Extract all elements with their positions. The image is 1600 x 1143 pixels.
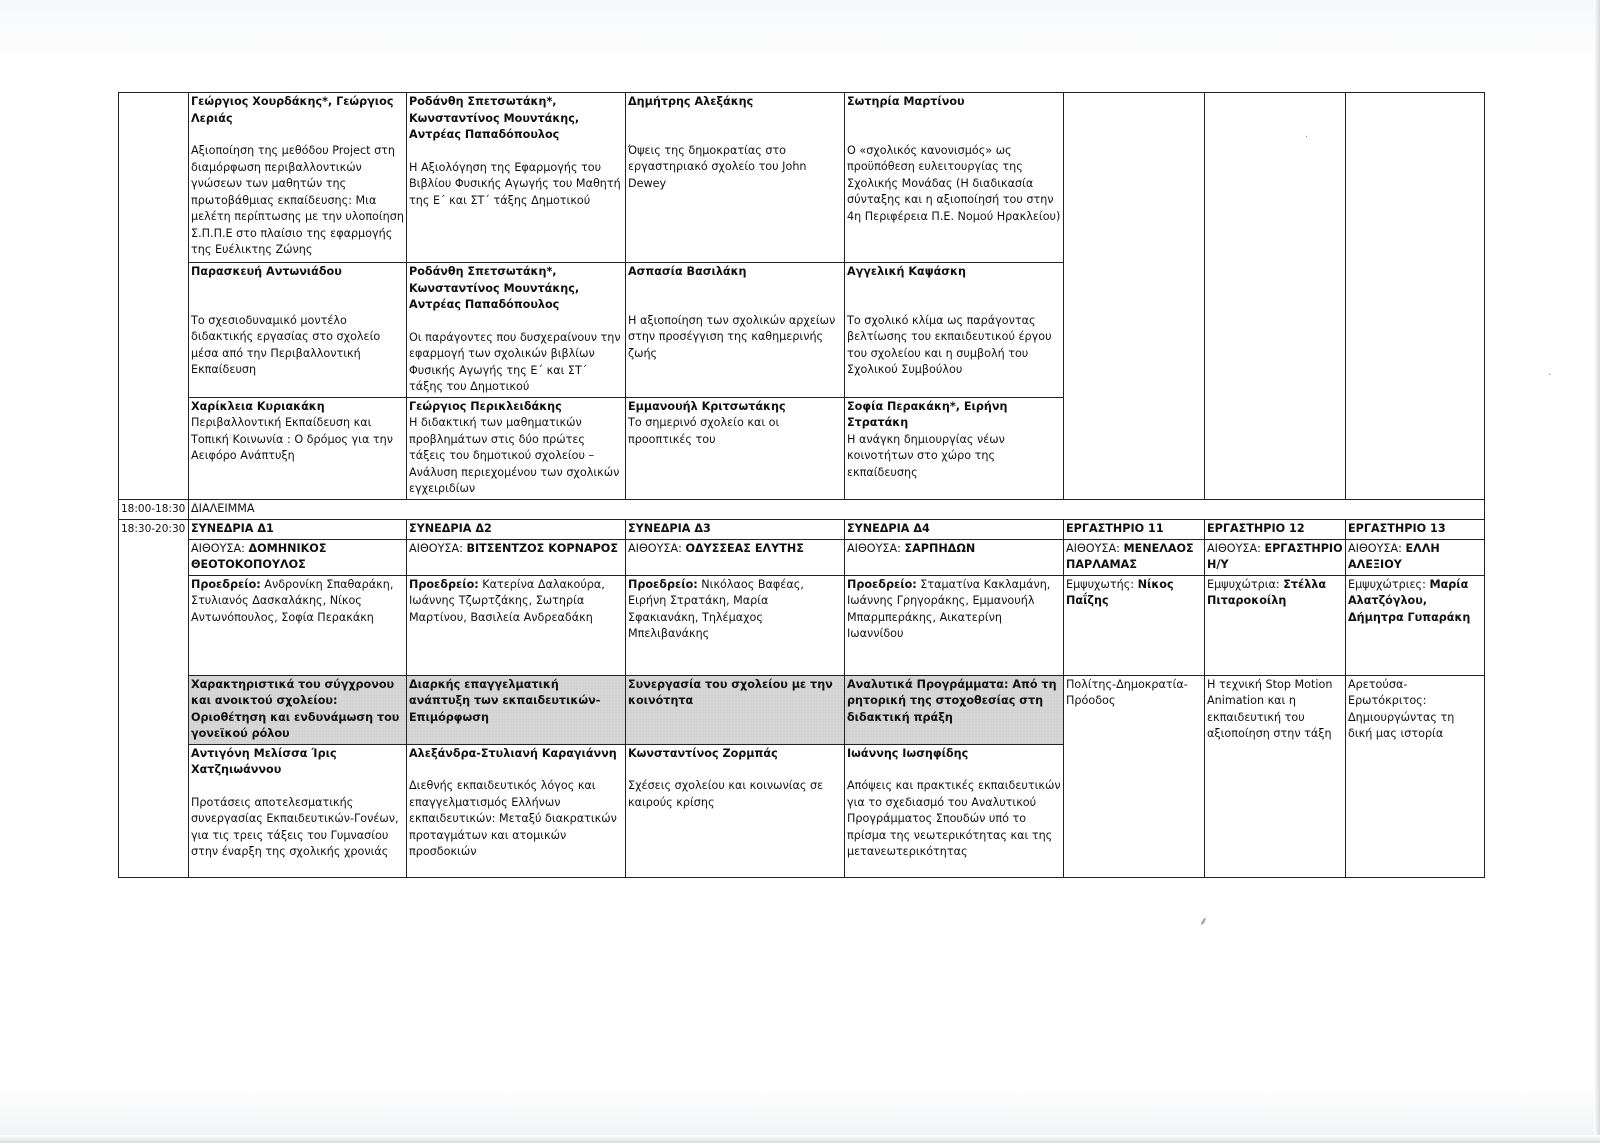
room-name: ΟΔΥΣΣΕΑΣ ΕΛΥΤΗΣ bbox=[685, 541, 804, 555]
scan-speck: ⸙ bbox=[1199, 914, 1209, 928]
animator-label: Εμψυχωτής: bbox=[1066, 577, 1135, 591]
room-cell bbox=[1205, 539, 1346, 575]
session-theme: Διαρκής επαγγελματική ανάπτυξη των εκπαιδευτικών-Επιμόρφωση bbox=[407, 675, 626, 744]
chair-row bbox=[119, 575, 1485, 675]
chair-names: Κατερίνα Δαλακούρα, Ιωάννης Τζωρτζάκης, Σωτηρία Μαρτίνου, Βασιλεία Ανδρεαδάκη bbox=[409, 577, 605, 624]
chair-label: Προεδρείο: bbox=[409, 577, 479, 591]
session-header: ΣΥΝΕΔΡΙΑ Δ4 bbox=[845, 519, 1064, 539]
paper-title: Η διδακτική των μαθηματικών προβλημάτων στις δύο πρώτες τάξεις του δημοτικού σχολείου – Ανάλυση περιεχομένου των σχολικών εγχειριδίων bbox=[409, 416, 620, 495]
break-label: ΔΙΑΛΕΙΜΜΑ bbox=[189, 499, 1485, 519]
room-name: ΜΕΝΕΛΑΟΣ ΠΑΡΛΑΜΑΣ bbox=[1066, 541, 1194, 571]
animator-names: Στέλλα Πιταροκοίλη bbox=[1207, 577, 1327, 607]
workshop-title: Η τεχνική Stop Motion Animation και η εκπαιδευτική του αξιοποίηση στην τάξη bbox=[1205, 675, 1346, 877]
paper-title: Ο «σχολικός κανονισμός» ως προϋπόθεση ευλειτουργίας της Σχολικής Μονάδας (Η διαδικασία σύνταξης και η αξιοποίησή του στην 4η Περιφέρεια Π.Ε. Νομού Ηρακλείου) bbox=[847, 143, 1061, 223]
room-label: ΑΙΘΟΥΣΑ: bbox=[628, 541, 682, 555]
animator-cell bbox=[1205, 575, 1346, 675]
room-cell bbox=[1064, 539, 1205, 575]
session-theme: Συνεργασία του σχολείου με την κοινότητα bbox=[626, 675, 845, 744]
chair-names: Σταματίνα Κακλαμάνη, Ιωάννης Γρηγοράκης, Εμμανουήλ Μπαρμπεράκης, Αικατερίνη Ιωαννίδου bbox=[847, 577, 1051, 640]
paper-cell bbox=[626, 397, 845, 499]
chair-names: Νικόλαος Βαφέας, Ειρήνη Στρατάκη, Μαρία Σφακιανάκη, Τηλέμαχος Μπελιβανάκης bbox=[628, 577, 804, 640]
paper-cell bbox=[189, 263, 407, 398]
scan-speck: · bbox=[1305, 132, 1309, 143]
paper-cell bbox=[189, 93, 407, 263]
room-label: ΑΙΘΟΥΣΑ: bbox=[1066, 541, 1120, 555]
workshop-title: Πολίτης-Δημοκρατία-Πρόοδος bbox=[1064, 675, 1205, 877]
paper-cell bbox=[845, 263, 1064, 398]
schedule-table bbox=[118, 92, 1485, 878]
table-row bbox=[119, 93, 1485, 263]
paper-title: Οι παράγοντες που δυσχεραίνουν την εφαρμογή των σχολικών βιβλίων Φυσικής Αγωγής της Ε΄ και ΣΤ΄ τάξης του Δημοτικού bbox=[409, 330, 621, 393]
paper-authors: Αλεξάνδρα-Στυλιανή Καραγιάννη bbox=[409, 746, 617, 760]
room-name: ΕΛΛΗ ΑΛΕΞΙΟΥ bbox=[1348, 541, 1440, 571]
paper-title: Το σημερινό σχολείο και οι προοπτικές του bbox=[628, 416, 780, 446]
chair-names: Ανδρονίκη Σπαθαράκη, Στυλιανός Δασκαλάκης, Νίκος Αντωνόπουλος, Σοφία Περακάκη bbox=[191, 577, 394, 624]
paper-authors: Ροδάνθη Σπετσωτάκη*, Κωνσταντίνος Μουντάκης, Αντρέας Παπαδόπουλος bbox=[409, 265, 580, 311]
room-name: ΔΟΜΗΝΙΚΟΣ ΘΕΟΤΟΚΟΠΟΥΛΟΣ bbox=[191, 541, 327, 571]
chair-cell bbox=[189, 575, 407, 675]
theme-row bbox=[119, 675, 1485, 744]
room-label: ΑΙΘΟΥΣΑ: bbox=[409, 541, 463, 555]
paper-authors: Αντιγόνη Μελίσσα Ίρις Χατζηιωάννου bbox=[191, 746, 337, 776]
page-edge-shadow bbox=[1594, 0, 1600, 1143]
room-cell bbox=[626, 539, 845, 575]
paper-authors: Ιωάννης Ιωσηφίδης bbox=[847, 746, 969, 760]
chair-cell bbox=[626, 575, 845, 675]
session-theme: Χαρακτηριστικά του σύγχρονου και ανοικτού σχολείου: Οριοθέτηση και ενδυνάμωση του γονεϊκού ρόλου bbox=[189, 675, 407, 744]
empty-cell bbox=[1346, 93, 1485, 500]
paper-title: Η αξιοποίηση των σχολικών αρχείων στην προσέγγιση της καθημερινής ζωής bbox=[628, 313, 836, 360]
paper-title: Όψεις της δημοκρατίας στο εργαστηριακό σχολείο του John Dewey bbox=[628, 143, 807, 190]
paper-cell bbox=[407, 397, 626, 499]
room-label: ΑΙΘΟΥΣΑ: bbox=[191, 541, 245, 555]
animator-label: Εμψυχώτριες: bbox=[1348, 577, 1426, 591]
paper-title: Η Αξιολόγηση της Εφαρμογής του Βιβλίου Φυσικής Αγωγής του Μαθητή της Ε΄ και ΣΤ΄ τάξης Δημοτικού bbox=[409, 160, 621, 207]
room-cell bbox=[189, 539, 407, 575]
paper-title: Αξιοποίηση της μεθόδου Project στη διαμόρφωση περιβαλλοντικών γνώσεων των μαθητών της πρωτοβάθμιας εκπαίδευσης: Μια μελέτη περίπτωσης με την υλοποίηση Σ.Π.Π.Ε στο πλαίσιο της εφαρμογής της Ευέλικτης Ζώνης bbox=[191, 144, 404, 256]
paper-authors: Σωτηρία Μαρτίνου bbox=[847, 95, 965, 108]
paper-cell bbox=[845, 744, 1064, 877]
paper-authors: Χαρίκλεια Κυριακάκη bbox=[191, 399, 325, 413]
room-name: ΒΙΤΣΕΝΤΖΟΣ ΚΟΡΝΑΡΟΣ bbox=[466, 541, 618, 555]
paper-cell bbox=[189, 397, 407, 499]
paper-cell bbox=[407, 93, 626, 263]
animator-cell bbox=[1064, 575, 1205, 675]
session-header: ΣΥΝΕΔΡΙΑ Δ2 bbox=[407, 519, 626, 539]
paper-cell bbox=[845, 93, 1064, 263]
paper-title: Η ανάγκη δημιουργίας νέων κοινοτήτων στο χώρο της εκπαίδευσης bbox=[847, 432, 1005, 479]
paper-authors: Εμμανουήλ Κριτσωτάκης bbox=[628, 399, 786, 413]
paper-cell bbox=[626, 93, 845, 263]
paper-authors: Αγγελική Καψάσκη bbox=[847, 265, 966, 278]
paper-authors: Δημήτρης Αλεξάκης bbox=[628, 95, 754, 108]
room-label: ΑΙΘΟΥΣΑ: bbox=[847, 541, 901, 555]
session-time: 18:30-20:30 bbox=[119, 519, 189, 877]
time-cell-empty bbox=[119, 93, 189, 500]
paper-title: Το σχεσιοδυναμικό μοντέλο διδακτικής εργασίας στο σχολείο μέσα από την Περιβαλλοντική Εκπαίδευση bbox=[191, 313, 381, 376]
scan-speck: · bbox=[1548, 370, 1552, 381]
paper-cell bbox=[626, 744, 845, 877]
paper-authors: Γεώργιος Περικλειδάκης bbox=[409, 399, 562, 413]
paper-title: Σχέσεις σχολείου και κοινωνίας σε καιρούς κρίσης bbox=[628, 779, 824, 809]
paper-title: Περιβαλλοντική Εκπαίδευση και Τοπική Κοινωνία : Ο δρόμος για την Αειφόρο Ανάπτυξη bbox=[191, 416, 393, 462]
chair-label: Προεδρείο: bbox=[628, 577, 698, 591]
paper-title: Το σχολικό κλίμα ως παράγοντας βελτίωσης του εκπαιδευτικού έργου του σχολείου και η συμβολή του Σχολικού Συμβούλου bbox=[847, 313, 1052, 376]
chair-cell bbox=[407, 575, 626, 675]
room-cell bbox=[845, 539, 1064, 575]
animator-label: Εμψυχώτρια: bbox=[1207, 577, 1280, 591]
animator-cell bbox=[1346, 575, 1485, 675]
room-name: ΕΡΓΑΣΤΗΡΙΟ Η/Υ bbox=[1207, 541, 1343, 571]
paper-authors: Κωνσταντίνος Ζορμπάς bbox=[628, 746, 778, 760]
session-header: ΣΥΝΕΔΡΙΑ Δ3 bbox=[626, 519, 845, 539]
workshop-header: ΕΡΓΑΣΤΗΡΙΟ 13 bbox=[1346, 519, 1485, 539]
session-header-row bbox=[119, 519, 1485, 539]
paper-cell bbox=[845, 397, 1064, 499]
workshop-header: ΕΡΓΑΣΤΗΡΙΟ 12 bbox=[1205, 519, 1346, 539]
room-name: ΣΑΡΠΗΔΩΝ bbox=[904, 541, 976, 555]
paper-title: Διεθνής εκπαιδευτικός λόγος και επαγγελματισμός Ελλήνων εκπαιδευτικών: Μεταξύ διακρατικών προταγμάτων και ατομικών προσδοκιών bbox=[409, 779, 617, 858]
room-cell bbox=[407, 539, 626, 575]
paper-title: Απόψεις και πρακτικές εκπαιδευτικών για το σχεδιασμό του Αναλυτικού Προγράμματος Σπουδών υπό το πρίσμα της νεωτερικότητας και της μετανεωτερικότητας bbox=[847, 779, 1061, 858]
animator-names: Μαρία Αλατζόγλου, Δήμητρα Γυπαράκη bbox=[1348, 577, 1471, 624]
paper-authors: Ασπασία Βασιλάκη bbox=[628, 265, 747, 278]
room-cell bbox=[1346, 539, 1485, 575]
session-theme: Αναλυτικά Προγράμματα: Από τη ρητορική της στοχοθεσίας στη διδακτική πράξη bbox=[845, 675, 1064, 744]
session-header: ΣΥΝΕΔΡΙΑ Δ1 bbox=[189, 519, 407, 539]
workshop-title: Αρετούσα-Ερωτόκριτος: Δημιουργώντας τη δική μας ιστορία bbox=[1346, 675, 1485, 877]
paper-authors: Γεώργιος Χουρδάκης*, Γεώργιος Λεριάς bbox=[191, 95, 394, 125]
empty-cell bbox=[1205, 93, 1346, 500]
animator-names: Νίκος Παΐζης bbox=[1066, 577, 1174, 607]
empty-cell bbox=[1064, 93, 1205, 500]
workshop-header: ΕΡΓΑΣΤΗΡΙΟ 11 bbox=[1064, 519, 1205, 539]
paper-cell bbox=[407, 744, 626, 877]
chair-label: Προεδρείο: bbox=[847, 577, 917, 591]
room-label: ΑΙΘΟΥΣΑ: bbox=[1207, 541, 1261, 555]
room-label: ΑΙΘΟΥΣΑ: bbox=[1348, 541, 1402, 555]
chair-label: Προεδρείο: bbox=[191, 577, 261, 591]
chair-cell bbox=[845, 575, 1064, 675]
break-row bbox=[119, 499, 1485, 519]
paper-authors: Ροδάνθη Σπετσωτάκη*, Κωνσταντίνος Μουντάκης, Αντρέας Παπαδόπουλος bbox=[409, 95, 580, 141]
paper-cell bbox=[189, 744, 407, 877]
paper-cell bbox=[626, 263, 845, 398]
paper-title: Προτάσεις αποτελεσματικής συνεργασίας Εκπαιδευτικών-Γονέων, για τις τρεις τάξεις του Γυμνασίου στην έναρξη της σχολικής χρονιάς bbox=[191, 795, 399, 858]
paper-authors: Σοφία Περακάκη*, Ειρήνη Στρατάκη bbox=[847, 399, 1008, 429]
room-row bbox=[119, 539, 1485, 575]
paper-authors: Παρασκευή Αντωνιάδου bbox=[191, 265, 342, 278]
break-time: 18:00-18:30 bbox=[119, 499, 189, 519]
paper-cell bbox=[407, 263, 626, 398]
page-edge-shadow-bottom bbox=[0, 1135, 1600, 1143]
